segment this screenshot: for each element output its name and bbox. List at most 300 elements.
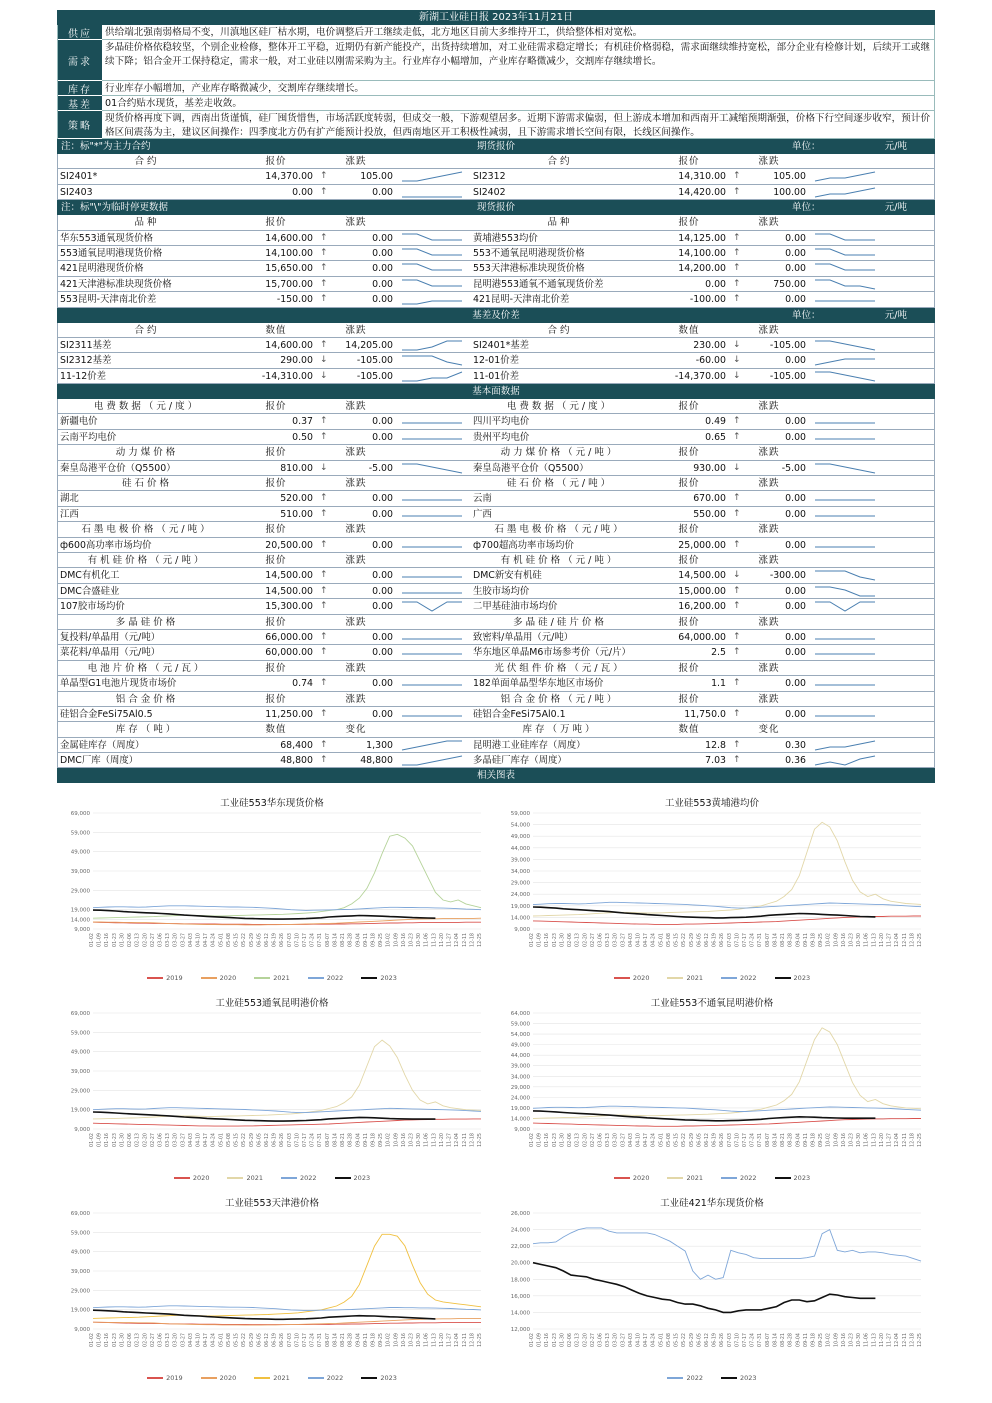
right-sparkline-1-line — [815, 359, 875, 365]
left-name: SI2311基差 — [60, 339, 112, 351]
left-down-arrow-icon: ↓ — [320, 355, 328, 366]
right-price: 2.5 — [711, 647, 726, 659]
x-tick-label: 11-13 — [432, 1333, 438, 1348]
left-up-arrow-icon: ↑ — [320, 508, 328, 519]
right-sparkline-cell — [809, 414, 884, 428]
left-price: 20,500.00 — [265, 539, 313, 551]
x-tick-label: 10-02 — [826, 1333, 832, 1348]
fund-header-0-col-5: 报价 — [678, 401, 700, 413]
left-sparkline-cell — [396, 599, 471, 613]
left-sparkline-0 — [398, 415, 468, 428]
x-tick-label: 12-25 — [918, 1133, 923, 1148]
y-tick-label: 9,000 — [514, 927, 530, 934]
x-tick-label: 08-14 — [773, 933, 779, 948]
x-tick-label: 02-13 — [575, 1133, 581, 1148]
basis-section-header-title: 基差及价差 — [472, 309, 520, 321]
x-tick-label: 08-21 — [341, 933, 347, 948]
fund-3-row — [57, 538, 935, 553]
right-sparkline-cell — [809, 338, 884, 352]
right-change: 0.00 ↑ — [729, 507, 809, 521]
legend-label-2022: 2022 — [740, 974, 757, 983]
x-tick-label: 12-04 — [455, 1333, 461, 1348]
x-tick-label: 04-24 — [211, 933, 217, 948]
right-sparkline-1 — [811, 754, 881, 767]
x-tick-label: 12-04 — [895, 933, 901, 948]
series-line-2022 — [93, 1108, 481, 1113]
x-tick-label: 02-20 — [143, 933, 149, 948]
legend-swatch-2023 — [361, 1377, 377, 1379]
left-up-arrow-icon: ↑ — [320, 708, 328, 719]
x-tick-label: 04-10 — [636, 1333, 642, 1348]
series-line-2021 — [533, 1028, 921, 1119]
x-tick-label: 03-06 — [598, 1333, 604, 1348]
x-tick-label: 09-18 — [371, 1333, 377, 1348]
left-sparkline-0-line — [402, 234, 462, 240]
right-price: -60.00 — [695, 355, 726, 367]
futures-section-header-title: 期货报价 — [476, 141, 515, 152]
x-tick-label: 06-05 — [697, 933, 703, 948]
x-tick-label: 02-20 — [583, 933, 589, 948]
fund-header-6-col-7 — [809, 661, 884, 676]
right-name: 11-01价差 — [473, 370, 519, 382]
fund-header-3-col-7 — [809, 522, 884, 537]
legend-item-2020 — [614, 974, 650, 982]
legend-label-2022: 2022 — [686, 1374, 703, 1383]
right-sparkline-cell — [809, 292, 884, 306]
x-tick-label: 11-06 — [424, 933, 430, 948]
y-tick-label: 16,000 — [510, 1294, 530, 1301]
left-sparkline-0-line — [402, 341, 462, 350]
x-tick-label: 03-13 — [166, 1333, 172, 1348]
right-sparkline-0 — [811, 539, 881, 552]
x-tick-label: 10-30 — [857, 933, 863, 948]
x-tick-label: 10-23 — [409, 1333, 415, 1348]
x-tick-label: 05-01 — [219, 933, 225, 948]
legend-swatch-2023 — [721, 1377, 737, 1379]
right-sparkline-1 — [811, 646, 881, 659]
legend-swatch-2020 — [614, 977, 630, 979]
futures-header-col-6: 涨跌 — [758, 156, 780, 167]
x-tick-label: 10-02 — [386, 1133, 392, 1148]
y-tick-label: 9,000 — [514, 1127, 530, 1134]
left-change: 0.00 ↑ — [316, 676, 396, 690]
left-up-arrow-icon: ↑ — [320, 339, 328, 350]
left-up-arrow-icon: ↑ — [320, 539, 328, 550]
x-tick-label: 02-27 — [590, 933, 596, 948]
fund-header-5-col-5: 报价 — [678, 616, 700, 628]
left-price: 48,800 — [280, 755, 313, 767]
basis-header-col-7 — [809, 323, 884, 338]
left-sparkline-1 — [398, 508, 468, 521]
right-change: 0.00 ↑ — [729, 538, 809, 552]
x-tick-label: 02-06 — [128, 1333, 134, 1348]
left-sparkline-cell — [396, 630, 471, 644]
fund-header-0 — [57, 399, 935, 414]
right-name: ф700超高功率市场均价 — [473, 539, 574, 551]
x-tick-label: 11-27 — [887, 1133, 893, 1148]
x-tick-label: 02-27 — [590, 1333, 596, 1348]
right-sparkline-cell — [809, 461, 884, 475]
series-line-2023 — [533, 1263, 875, 1313]
x-tick-label: 05-01 — [659, 933, 665, 948]
legend-label-2021: 2021 — [246, 1174, 263, 1183]
right-sparkline-cell — [809, 185, 884, 199]
legend-item-2021 — [254, 1374, 290, 1382]
x-tick-label: 01-23 — [552, 1333, 558, 1348]
right-sparkline-cell — [809, 507, 884, 521]
left-price: 14,500.00 — [265, 585, 313, 597]
left-name: ф600高功率市场均价 — [60, 539, 152, 551]
left-up-arrow-icon: ↑ — [320, 570, 328, 581]
x-tick-label: 03-13 — [606, 933, 612, 948]
chart-title-0: 工业硅553华东现货价格 — [220, 798, 324, 810]
y-tick-label: 29,000 — [510, 1085, 530, 1092]
x-tick-label: 10-16 — [841, 1333, 847, 1348]
left-name: DMC合盛硅业 — [60, 585, 120, 597]
x-tick-label: 05-29 — [689, 1133, 695, 1148]
left-price: 15,650.00 — [265, 263, 313, 275]
left-price: 14,500.00 — [265, 570, 313, 582]
fund-header-3 — [57, 522, 935, 537]
y-tick-label: 29,000 — [70, 888, 90, 895]
x-tick-label: 07-03 — [287, 933, 293, 948]
x-tick-label: 03-20 — [613, 1133, 619, 1148]
left-price: 520.00 — [280, 493, 313, 505]
futures-section-header-unit-label: 单位： — [792, 141, 821, 152]
right-name: 421昆明-天津南北价差 — [473, 294, 570, 306]
chart-title-5: 工业硅421华东现货价格 — [660, 1198, 764, 1210]
x-tick-label: 04-10 — [196, 1333, 202, 1348]
right-price: 25,000.00 — [678, 539, 726, 551]
x-tick-label: 06-05 — [257, 933, 263, 948]
y-tick-label: 39,000 — [70, 1269, 90, 1276]
left-change: 14,205.00 ↑ — [316, 338, 396, 352]
left-price: 14,600.00 — [265, 339, 313, 351]
summary-text-2: 行业库存小幅增加，产业库存略微减少，交割库存继续增长。 — [102, 81, 934, 96]
x-tick-label: 04-10 — [196, 1133, 202, 1148]
fund-header-7-col-2: 涨跌 — [345, 693, 367, 705]
x-tick-label: 07-17 — [303, 1333, 309, 1348]
right-sparkline-cell — [809, 738, 884, 752]
x-tick-label: 05-22 — [242, 1333, 248, 1348]
x-tick-label: 08-21 — [781, 933, 787, 948]
fund-header-3-col-4: 石墨电极价格（元/吨） — [494, 524, 626, 536]
fund-header-8-col-4: 库存（万吨） — [522, 724, 598, 736]
y-tick-label: 19,000 — [70, 1108, 90, 1115]
legend-swatch-2021 — [667, 1177, 683, 1179]
right-name: 553天津港标准块现货价格 — [473, 263, 585, 275]
spot-row — [57, 231, 935, 246]
left-sparkline-cell — [396, 246, 471, 260]
legend-swatch-2022 — [308, 977, 324, 979]
x-tick-label: 06-26 — [720, 933, 726, 948]
left-sparkline-cell — [396, 491, 471, 505]
left-price: 0.00 — [292, 186, 313, 198]
left-name: 421昆明港现货价格 — [60, 263, 144, 275]
x-tick-label: 11-27 — [447, 1133, 453, 1148]
fund-header-7-col-5: 报价 — [678, 693, 700, 705]
right-change: 0.00 ↑ — [729, 430, 809, 444]
y-tick-label: 29,000 — [510, 881, 530, 888]
legend-label-2022: 2022 — [326, 974, 344, 983]
x-tick-label: 09-04 — [356, 933, 362, 948]
x-tick-label: 09-11 — [363, 933, 369, 948]
legend-swatch-2023 — [775, 977, 791, 979]
x-tick-label: 02-27 — [590, 1133, 596, 1148]
fund-header-4-col-4: 有机硅价格（元/吨） — [500, 554, 620, 566]
left-sparkline-cell — [396, 185, 471, 199]
futures-header-col-5: 报价 — [678, 156, 700, 167]
spot-section-header-title: 现货报价 — [476, 202, 515, 214]
right-sparkline-cell — [809, 630, 884, 644]
x-tick-label: 01-02 — [90, 933, 95, 948]
x-tick-label: 09-11 — [363, 1333, 369, 1348]
legend-label-2020: 2020 — [632, 974, 650, 983]
x-tick-label: 01-16 — [545, 933, 551, 948]
left-name: 复投料/单晶用（元/吨） — [60, 631, 161, 643]
right-name: 553不通氧昆明港现货价格 — [473, 247, 585, 259]
x-tick-label: 02-06 — [128, 933, 134, 948]
legend-label-2019: 2019 — [166, 974, 183, 983]
fund-header-5-col-0: 多晶硅价格 — [115, 616, 179, 628]
right-sparkline-0 — [811, 739, 881, 752]
legend-label-2022: 2022 — [300, 1174, 317, 1183]
right-change: 0.00 ↑ — [729, 676, 809, 690]
fund-header-2-col-3 — [396, 476, 471, 491]
x-tick-label: 11-20 — [879, 933, 885, 948]
left-change: 0.00 ↑ — [316, 261, 396, 275]
right-change: 0.00 ↑ — [729, 707, 809, 721]
summary-block — [57, 25, 935, 139]
left-sparkline-1 — [398, 186, 468, 199]
x-tick-label: 02-06 — [568, 1333, 574, 1348]
x-tick-label: 07-17 — [743, 1133, 749, 1148]
series-line-2023 — [93, 1112, 435, 1121]
fund-header-0-col-4: 电费数据（元/度） — [506, 401, 614, 413]
x-tick-label: 09-11 — [363, 1133, 369, 1148]
x-tick-label: 09-25 — [819, 1333, 825, 1348]
fund-header-1-col-6: 涨跌 — [758, 447, 780, 459]
spot-header-col-5: 报价 — [678, 217, 700, 229]
right-sparkline-1-line — [815, 249, 875, 255]
chart-5 — [497, 1195, 927, 1382]
right-sparkline-cell — [809, 491, 884, 505]
legend-item-2021 — [254, 974, 290, 982]
fundamentals-section-header-title: 基本面数据 — [472, 386, 520, 398]
y-tick-label: 39,000 — [70, 1069, 90, 1076]
chart-legend-5 — [497, 1374, 927, 1382]
right-sparkline-2 — [811, 370, 881, 383]
right-sparkline-2-line — [815, 602, 875, 611]
left-change: 0.00 ↑ — [316, 599, 396, 613]
x-tick-label: 06-12 — [264, 933, 270, 948]
x-tick-label: 06-19 — [712, 1133, 718, 1148]
x-tick-label: 08-21 — [781, 1133, 787, 1148]
x-tick-label: 05-29 — [249, 1133, 255, 1148]
series-line-2020 — [93, 1119, 481, 1126]
right-up-arrow-icon: ↑ — [733, 186, 741, 197]
x-tick-label: 05-08 — [226, 1333, 232, 1348]
fund-header-1-col-2: 涨跌 — [345, 447, 367, 459]
x-tick-label: 03-27 — [181, 1133, 187, 1148]
left-sparkline-cell — [396, 369, 471, 383]
y-tick-label: 54,000 — [510, 823, 530, 830]
right-sparkline-cell — [809, 246, 884, 260]
y-tick-label: 59,000 — [70, 1030, 90, 1037]
series-line-2021 — [93, 835, 481, 919]
right-up-arrow-icon: ↑ — [733, 631, 741, 642]
left-sparkline-1 — [398, 754, 468, 767]
left-change: 48,800 ↑ — [316, 753, 396, 767]
x-tick-label: 12-11 — [462, 933, 468, 948]
left-sparkline-0 — [398, 232, 468, 245]
fund-header-3-col-5: 报价 — [678, 524, 700, 536]
right-up-arrow-icon: ↑ — [733, 171, 741, 182]
x-tick-label: 06-12 — [704, 933, 710, 948]
right-price: 0.49 — [705, 416, 726, 428]
x-tick-label: 07-31 — [758, 1333, 764, 1348]
fund-header-4-col-3 — [396, 553, 471, 568]
x-tick-label: 03-20 — [613, 1333, 619, 1348]
right-name: 致密料/单晶用（元/吨） — [473, 631, 574, 643]
legend-item-2021 — [667, 974, 703, 982]
fund-header-4-col-0: 有机硅价格（元/吨） — [87, 554, 207, 566]
right-sparkline-0-line — [815, 234, 875, 240]
spot-row — [57, 261, 935, 276]
x-tick-label: 04-17 — [644, 1133, 650, 1148]
left-sparkline-cell — [396, 414, 471, 428]
fund-header-2-col-7 — [809, 476, 884, 491]
left-sparkline-4 — [398, 293, 468, 306]
basis-header-col-0: 合约 — [134, 324, 160, 336]
right-sparkline-cell — [809, 676, 884, 690]
x-tick-label: 10-09 — [834, 1133, 840, 1148]
x-tick-label: 10-16 — [401, 1333, 407, 1348]
x-tick-label: 03-06 — [598, 1133, 604, 1148]
x-tick-label: 06-05 — [697, 1333, 703, 1348]
x-tick-label: 07-24 — [750, 1333, 756, 1348]
right-sparkline-0 — [811, 462, 881, 475]
futures-section-header — [57, 139, 935, 154]
left-change: 0.00 ↑ — [316, 645, 396, 659]
x-tick-label: 11-13 — [432, 933, 438, 948]
x-tick-label: 03-20 — [173, 1333, 179, 1348]
right-sparkline-cell — [809, 369, 884, 383]
x-tick-label: 10-16 — [401, 933, 407, 948]
fund-4-row — [57, 584, 935, 599]
left-sparkline-cell — [396, 353, 471, 367]
left-sparkline-0 — [398, 631, 468, 644]
left-name: 湖北 — [60, 493, 79, 505]
chart-3 — [497, 995, 927, 1182]
x-tick-label: 01-23 — [112, 1133, 118, 1148]
x-tick-label: 10-23 — [849, 933, 855, 948]
left-sparkline-cell — [396, 507, 471, 521]
fund-header-2-col-2: 涨跌 — [345, 478, 367, 490]
legend-swatch-2020 — [201, 1377, 217, 1379]
x-tick-label: 06-26 — [720, 1133, 726, 1148]
x-tick-label: 10-02 — [826, 1133, 832, 1148]
left-sparkline-cell — [396, 645, 471, 659]
right-name: 硅铝合金FeSi75Al0.1 — [473, 708, 566, 720]
series-line-2020 — [533, 1119, 921, 1127]
x-tick-label: 12-18 — [470, 933, 476, 948]
fund-header-5-col-1: 报价 — [265, 616, 287, 628]
x-tick-label: 08-28 — [348, 1133, 354, 1148]
right-change: 0.00 ↑ — [729, 246, 809, 260]
right-sparkline-2-line — [815, 264, 875, 270]
x-tick-label: 02-27 — [150, 933, 156, 948]
y-tick-label: 19,000 — [510, 904, 530, 911]
left-change: 1,300 ↑ — [316, 738, 396, 752]
fund-5-row — [57, 630, 935, 645]
left-change: -5.00 ↓ — [316, 461, 396, 475]
right-price: 12.8 — [705, 739, 726, 751]
legend-swatch-2023 — [335, 1177, 351, 1179]
fund-header-1-col-0: 动力煤价格 — [115, 447, 179, 459]
y-tick-label: 20,000 — [510, 1261, 530, 1268]
y-tick-label: 14,000 — [70, 917, 90, 924]
chart-legend-3 — [497, 1174, 927, 1182]
right-change: 0.00 ↑ — [729, 630, 809, 644]
left-sparkline-cell — [396, 738, 471, 752]
y-tick-label: 59,000 — [510, 1021, 530, 1028]
y-tick-label: 18,000 — [510, 1277, 530, 1284]
right-down-arrow-icon: ↓ — [733, 355, 741, 366]
charts-section-title: 相关图表 — [476, 770, 515, 782]
left-sparkline-0 — [398, 708, 468, 721]
left-name: 553昆明-天津南北价差 — [60, 294, 157, 306]
y-tick-label: 69,000 — [70, 1211, 90, 1218]
fund-header-2-col-4: 硅石价格（元/吨） — [506, 478, 614, 490]
legend-swatch-2022 — [667, 1377, 683, 1379]
left-down-arrow-icon: ↓ — [320, 370, 328, 381]
legend-item-2019 — [147, 974, 183, 982]
x-tick-label: 01-09 — [537, 1133, 543, 1148]
x-tick-label: 06-19 — [272, 1133, 278, 1148]
y-tick-label: 9,000 — [74, 1327, 90, 1334]
fund-header-4-col-6: 涨跌 — [758, 554, 780, 566]
x-tick-label: 06-05 — [257, 1133, 263, 1148]
legend-label-2019: 2019 — [166, 1374, 183, 1383]
fund-1-row — [57, 461, 935, 476]
right-price: 11,750.0 — [684, 708, 726, 720]
x-tick-label: 09-25 — [379, 1133, 385, 1148]
legend-item-2020 — [614, 1174, 650, 1182]
fund-header-8-col-5: 数值 — [678, 724, 700, 736]
x-tick-label: 12-25 — [918, 933, 923, 948]
y-tick-label: 49,000 — [70, 1050, 90, 1057]
x-tick-label: 12-25 — [478, 1333, 483, 1348]
right-change: 0.00 ↑ — [729, 261, 809, 275]
x-tick-label: 10-30 — [417, 933, 423, 948]
right-name: SI2312 — [473, 171, 506, 183]
fund-header-5-col-4: 多晶硅/硅片价格 — [513, 616, 607, 628]
x-tick-label: 06-26 — [280, 1333, 286, 1348]
legend-label-2022: 2022 — [740, 1174, 757, 1183]
x-tick-label: 10-16 — [841, 1133, 847, 1148]
fund-6-row — [57, 676, 935, 691]
x-tick-label: 04-10 — [636, 933, 642, 948]
right-name: 四川平均电价 — [473, 416, 530, 428]
left-sparkline-0 — [398, 569, 468, 582]
x-tick-label: 04-10 — [636, 1133, 642, 1148]
x-tick-label: 05-15 — [674, 1333, 680, 1348]
fund-header-8 — [57, 722, 935, 737]
x-tick-label: 10-16 — [401, 1133, 407, 1148]
x-tick-label: 07-24 — [310, 1333, 316, 1348]
fund-header-5-col-3 — [396, 615, 471, 630]
